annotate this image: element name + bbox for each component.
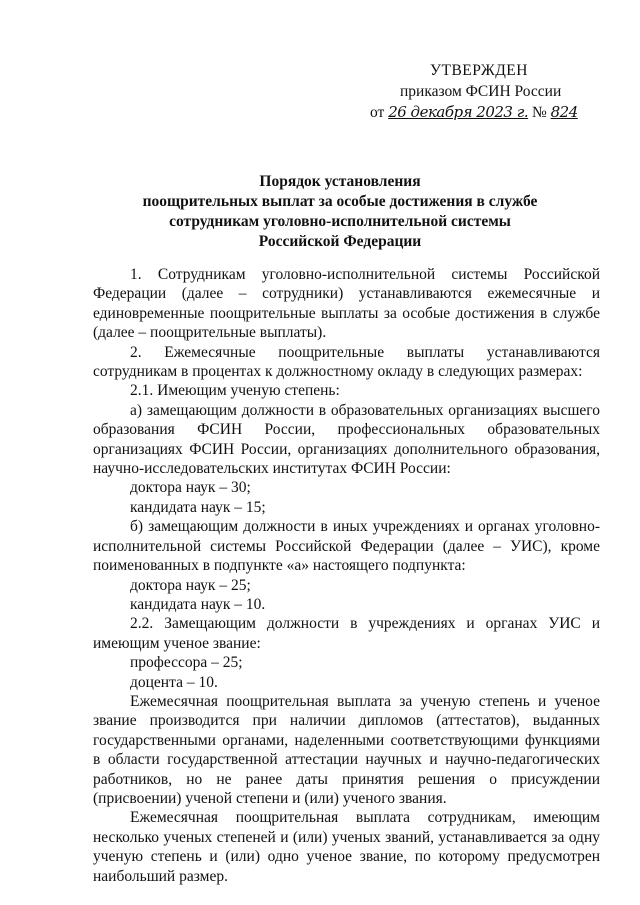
paragraph-2-2: 2.2. Замещающим должности в учреждениях и органах УИС и имеющим ученое звание: <box>93 615 600 652</box>
paragraph-2-1-b: б) замещающим должности в иных учреждениях и органах уголовно-исполнительной системы Российской Федерации (далее – УИС), кроме поименованных в подпункте «а» настоящего подпункта: <box>93 518 600 575</box>
paragraph-2-1-a: а) замещающим должности в образовательных организациях высшего образования ФСИН России, профессиональных образовательных организациях ФСИН России, организациях дополнительного образования, научно-исследовательских институтах ФСИН России: <box>93 401 600 478</box>
approval-date-line <box>370 102 600 123</box>
date-prefix: от <box>370 104 385 121</box>
list-item: кандидата наук – 15; <box>130 498 266 516</box>
title-line-4: Российской Федерации <box>258 233 422 250</box>
paragraph-2: 2. Ежемесячные поощрительные выплаты устанавливаются сотрудникам в процентах к должностному окладу в следующих размерах: <box>93 343 600 381</box>
list-item: доктора наук – 30; <box>130 479 251 497</box>
approval-heading: УТВЕРЖДЕН <box>430 62 528 79</box>
document-title <box>90 172 590 252</box>
document-body <box>93 265 600 886</box>
paragraph-monthly-1: Ежемесячная поощрительная выплата за ученую степень и ученое звание производится при наличии дипломов (аттестатов), выданных государственными органами, наделенными соответствующими функциями в области государственной аттестации научных и научно-педагогических работников, но не ранее даты принятия решения о присуждении (присвоении) ученой степени и (или) ученого звания. <box>93 692 600 807</box>
paragraph-2-1: 2.1. Имеющим ученую степень: <box>130 382 340 400</box>
approval-block <box>370 60 600 123</box>
list-item: доктора наук – 25; <box>130 576 251 594</box>
handwritten-date: 26 декабря 2023 г. <box>388 103 529 121</box>
title-line-3: сотрудникам уголовно-исполнительной системы <box>169 213 511 230</box>
handwritten-number: 824 <box>550 103 578 121</box>
approval-order: приказом ФСИН России <box>400 83 562 100</box>
list-item: кандидата наук – 10. <box>130 595 266 613</box>
list-item: доцента – 10. <box>130 673 218 691</box>
paragraph-1: 1. Сотрудникам уголовно-исполнительной системы Российской Федерации (далее – сотрудники) устанавливаются ежемесячные и единовременные поощрительные выплаты за особые достижения в службе (далее – поощрительные выплаты). <box>93 266 600 342</box>
list-item: профессора – 25; <box>130 654 243 672</box>
title-line-2: поощрительных выплат за особые достижения в службе <box>142 193 538 210</box>
number-label: № <box>531 104 547 121</box>
title-line-1: Порядок установления <box>259 173 421 190</box>
paragraph-monthly-2: Ежемесячная поощрительная выплата сотрудникам, имеющим несколько ученых степеней и (или) ученых званий, устанавливается за одну ученую степень и (или) одно ученое звание, по которому предусмотрен наибольший размер. <box>93 809 600 885</box>
